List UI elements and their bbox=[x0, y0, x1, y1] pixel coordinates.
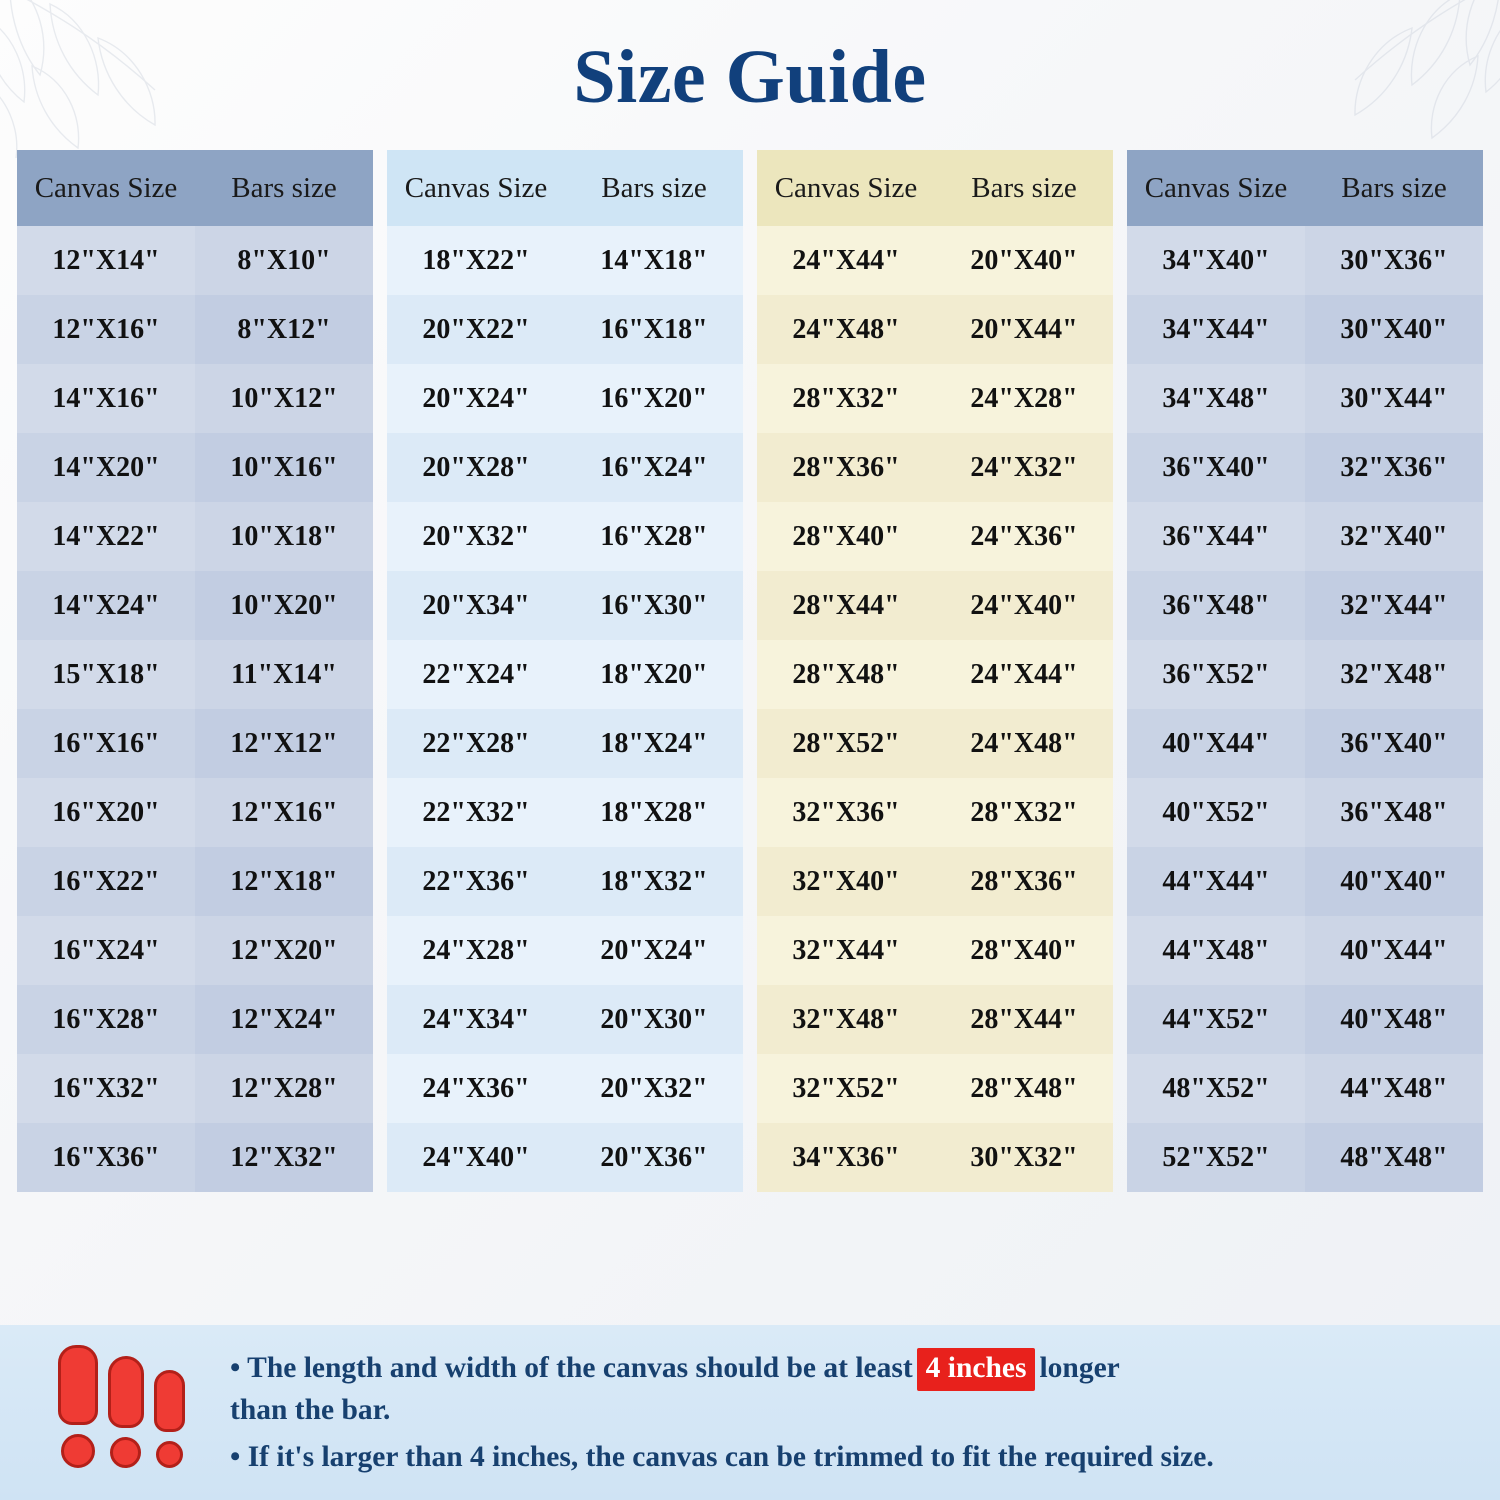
exclamation-stem bbox=[58, 1345, 98, 1425]
bars-size-cell: 20"X44" bbox=[970, 314, 1078, 345]
bars-size-cell: 28"X36" bbox=[970, 866, 1078, 897]
canvas-size-cell: 14"X16" bbox=[17, 364, 195, 433]
bars-size-cell: 32"X36" bbox=[1340, 452, 1448, 483]
table-row bbox=[387, 364, 743, 433]
table-body bbox=[387, 226, 743, 1192]
canvas-size-cell: 28"X48" bbox=[792, 659, 900, 690]
column-header-canvas-size: Canvas Size bbox=[404, 172, 548, 204]
canvas-size-cell: 16"X16" bbox=[17, 709, 195, 778]
bars-size-cell: 8"X10" bbox=[237, 245, 331, 276]
canvas-size-cell: 28"X36" bbox=[792, 452, 900, 483]
table-row bbox=[1127, 985, 1483, 1054]
exclamation-stem bbox=[108, 1356, 144, 1428]
table-row bbox=[1127, 1123, 1483, 1192]
table-body bbox=[17, 226, 373, 1192]
table-row bbox=[1127, 433, 1483, 502]
table-header-row bbox=[1127, 150, 1483, 226]
table-row bbox=[757, 640, 1113, 709]
bars-size-cell: 10"X18" bbox=[230, 521, 338, 552]
bars-size-cell: 24"X44" bbox=[970, 659, 1078, 690]
bars-size-cell: 36"X40" bbox=[1340, 728, 1448, 759]
table-row bbox=[757, 502, 1113, 571]
table-row bbox=[387, 433, 743, 502]
table-body bbox=[1127, 226, 1483, 1192]
bars-size-cell: 10"X20" bbox=[230, 590, 338, 621]
canvas-size-cell: 28"X40" bbox=[792, 521, 900, 552]
bars-size-cell: 16"X30" bbox=[600, 590, 708, 621]
canvas-size-cell: 16"X20" bbox=[17, 778, 195, 847]
column-header-bars-size: Bars size bbox=[1341, 172, 1447, 204]
bars-size-cell: 28"X40" bbox=[970, 935, 1078, 966]
bars-size-cell: 12"X20" bbox=[230, 935, 338, 966]
column-header-bars-size: Bars size bbox=[231, 172, 337, 204]
canvas-size-cell: 36"X52" bbox=[1127, 640, 1305, 709]
canvas-size-cell: 44"X52" bbox=[1127, 985, 1305, 1054]
table-row bbox=[387, 640, 743, 709]
table-row bbox=[17, 778, 373, 847]
table-row bbox=[17, 1054, 373, 1123]
bars-size-cell: 12"X12" bbox=[230, 728, 338, 759]
bars-size-cell: 12"X32" bbox=[230, 1142, 338, 1173]
table-row bbox=[757, 1054, 1113, 1123]
bars-size-cell: 11"X14" bbox=[231, 659, 337, 690]
bars-size-cell: 16"X20" bbox=[600, 383, 708, 414]
canvas-size-cell: 20"X28" bbox=[422, 452, 530, 483]
table-header-row bbox=[387, 150, 743, 226]
table-row bbox=[17, 640, 373, 709]
table-body bbox=[757, 226, 1113, 1192]
table-row bbox=[387, 226, 743, 295]
bars-size-cell: 18"X24" bbox=[600, 728, 708, 759]
canvas-size-cell: 14"X20" bbox=[17, 433, 195, 502]
canvas-size-cell: 24"X40" bbox=[422, 1142, 530, 1173]
canvas-size-cell: 22"X32" bbox=[422, 797, 530, 828]
bars-size-cell: 30"X32" bbox=[970, 1142, 1078, 1173]
bars-size-cell: 24"X48" bbox=[970, 728, 1078, 759]
canvas-size-cell: 20"X32" bbox=[422, 521, 530, 552]
note-item-2: • If it's larger than 4 inches, the canvas can be trimmed to fit the required size. bbox=[230, 1441, 1214, 1474]
table-row bbox=[757, 1123, 1113, 1192]
canvas-size-cell: 15"X18" bbox=[17, 640, 195, 709]
bars-size-cell: 24"X28" bbox=[970, 383, 1078, 414]
canvas-size-cell: 14"X24" bbox=[17, 571, 195, 640]
bars-size-cell: 12"X24" bbox=[230, 1004, 338, 1035]
canvas-size-cell: 22"X24" bbox=[422, 659, 530, 690]
bars-size-cell: 18"X32" bbox=[600, 866, 708, 897]
table-row bbox=[387, 571, 743, 640]
column-header-canvas-size: Canvas Size bbox=[1144, 172, 1288, 204]
note-1-line-2: than the bar. bbox=[230, 1393, 391, 1426]
table-row bbox=[1127, 847, 1483, 916]
table-row bbox=[1127, 916, 1483, 985]
bars-size-cell: 32"X40" bbox=[1340, 521, 1448, 552]
canvas-size-cell: 32"X52" bbox=[792, 1073, 900, 1104]
canvas-size-cell: 24"X48" bbox=[792, 314, 900, 345]
canvas-size-cell: 40"X52" bbox=[1127, 778, 1305, 847]
table-row bbox=[17, 847, 373, 916]
table-row bbox=[17, 433, 373, 502]
notes-banner bbox=[0, 1325, 1500, 1500]
table-row bbox=[757, 571, 1113, 640]
size-table-3 bbox=[757, 150, 1113, 1192]
canvas-size-cell: 12"X14" bbox=[17, 226, 195, 295]
canvas-size-cell: 32"X48" bbox=[792, 1004, 900, 1035]
table-row bbox=[387, 295, 743, 364]
table-row bbox=[757, 916, 1113, 985]
table-row bbox=[387, 778, 743, 847]
canvas-size-cell: 24"X34" bbox=[422, 1004, 530, 1035]
table-row bbox=[387, 916, 743, 985]
note-1-highlight: 4 inches bbox=[917, 1348, 1036, 1391]
canvas-size-cell: 32"X36" bbox=[792, 797, 900, 828]
canvas-size-cell: 24"X44" bbox=[792, 245, 900, 276]
bars-size-cell: 16"X18" bbox=[600, 314, 708, 345]
page-title: Size Guide bbox=[573, 35, 927, 119]
canvas-size-cell: 36"X40" bbox=[1127, 433, 1305, 502]
table-row bbox=[17, 571, 373, 640]
bars-size-cell: 16"X28" bbox=[600, 521, 708, 552]
table-row bbox=[757, 709, 1113, 778]
bars-size-cell: 32"X44" bbox=[1340, 590, 1448, 621]
bars-size-cell: 32"X48" bbox=[1340, 659, 1448, 690]
canvas-size-cell: 16"X36" bbox=[17, 1123, 195, 1192]
canvas-size-cell: 22"X36" bbox=[422, 866, 530, 897]
bars-size-cell: 12"X28" bbox=[230, 1073, 338, 1104]
table-row bbox=[17, 502, 373, 571]
bars-size-cell: 10"X16" bbox=[230, 452, 338, 483]
table-row bbox=[17, 226, 373, 295]
canvas-size-cell: 20"X34" bbox=[422, 590, 530, 621]
exclamation-mark-icon bbox=[58, 1345, 98, 1468]
column-header-canvas-size: Canvas Size bbox=[774, 172, 918, 204]
table-row bbox=[387, 502, 743, 571]
canvas-size-cell: 44"X44" bbox=[1127, 847, 1305, 916]
canvas-size-cell: 12"X16" bbox=[17, 295, 195, 364]
bars-size-cell: 40"X40" bbox=[1340, 866, 1448, 897]
exclamation-dot bbox=[156, 1441, 183, 1468]
exclamation-mark-icon bbox=[154, 1370, 185, 1468]
canvas-size-cell: 16"X32" bbox=[17, 1054, 195, 1123]
bars-size-cell: 16"X24" bbox=[600, 452, 708, 483]
note-item-1 bbox=[230, 1348, 1474, 1430]
canvas-size-cell: 20"X24" bbox=[422, 383, 530, 414]
canvas-size-cell: 28"X52" bbox=[792, 728, 900, 759]
table-row bbox=[1127, 640, 1483, 709]
bars-size-cell: 12"X18" bbox=[230, 866, 338, 897]
warning-icons-group bbox=[26, 1345, 216, 1480]
bars-size-cell: 24"X32" bbox=[970, 452, 1078, 483]
bars-size-cell: 8"X12" bbox=[237, 314, 331, 345]
column-header-bars-size: Bars size bbox=[971, 172, 1077, 204]
canvas-size-cell: 36"X44" bbox=[1127, 502, 1305, 571]
bars-size-cell: 20"X32" bbox=[600, 1073, 708, 1104]
table-row bbox=[757, 985, 1113, 1054]
table-row bbox=[757, 433, 1113, 502]
table-row bbox=[387, 847, 743, 916]
table-row bbox=[387, 985, 743, 1054]
table-row bbox=[1127, 709, 1483, 778]
table-row bbox=[757, 847, 1113, 916]
size-tables-container bbox=[17, 150, 1483, 1192]
bars-size-cell: 20"X36" bbox=[600, 1142, 708, 1173]
canvas-size-cell: 34"X44" bbox=[1127, 295, 1305, 364]
bars-size-cell: 14"X18" bbox=[600, 245, 708, 276]
table-row bbox=[1127, 1054, 1483, 1123]
canvas-size-cell: 14"X22" bbox=[17, 502, 195, 571]
bars-size-cell: 18"X28" bbox=[600, 797, 708, 828]
note-1-text-after: longer bbox=[1039, 1351, 1120, 1384]
bars-size-cell: 48"X48" bbox=[1340, 1142, 1448, 1173]
canvas-size-cell: 32"X44" bbox=[792, 935, 900, 966]
table-row bbox=[17, 985, 373, 1054]
table-row bbox=[17, 916, 373, 985]
table-row bbox=[17, 709, 373, 778]
table-row bbox=[757, 226, 1113, 295]
canvas-size-cell: 24"X36" bbox=[422, 1073, 530, 1104]
table-row bbox=[1127, 364, 1483, 433]
table-row bbox=[1127, 502, 1483, 571]
exclamation-mark-icon bbox=[108, 1356, 144, 1468]
bars-size-cell: 44"X48" bbox=[1340, 1073, 1448, 1104]
table-row bbox=[17, 364, 373, 433]
note-1-text-before: • The length and width of the canvas should be at least bbox=[230, 1351, 913, 1384]
table-row bbox=[757, 778, 1113, 847]
table-header-row bbox=[757, 150, 1113, 226]
table-row bbox=[1127, 295, 1483, 364]
bars-size-cell: 20"X40" bbox=[970, 245, 1078, 276]
canvas-size-cell: 16"X28" bbox=[17, 985, 195, 1054]
table-row bbox=[757, 364, 1113, 433]
canvas-size-cell: 34"X40" bbox=[1127, 226, 1305, 295]
table-row bbox=[17, 1123, 373, 1192]
exclamation-dot bbox=[61, 1434, 95, 1468]
bars-size-cell: 20"X30" bbox=[600, 1004, 708, 1035]
canvas-size-cell: 24"X28" bbox=[422, 935, 530, 966]
bars-size-cell: 24"X36" bbox=[970, 521, 1078, 552]
bars-size-cell: 28"X48" bbox=[970, 1073, 1078, 1104]
canvas-size-cell: 34"X48" bbox=[1127, 364, 1305, 433]
table-row bbox=[757, 295, 1113, 364]
bars-size-cell: 12"X16" bbox=[230, 797, 338, 828]
exclamation-dot bbox=[110, 1437, 141, 1468]
bars-size-cell: 10"X12" bbox=[230, 383, 338, 414]
bars-size-cell: 30"X44" bbox=[1340, 383, 1448, 414]
table-row bbox=[1127, 778, 1483, 847]
bars-size-cell: 36"X48" bbox=[1340, 797, 1448, 828]
bars-size-cell: 28"X44" bbox=[970, 1004, 1078, 1035]
canvas-size-cell: 16"X22" bbox=[17, 847, 195, 916]
canvas-size-cell: 28"X32" bbox=[792, 383, 900, 414]
canvas-size-cell: 20"X22" bbox=[422, 314, 530, 345]
canvas-size-cell: 18"X22" bbox=[422, 245, 530, 276]
size-table-4 bbox=[1127, 150, 1483, 1192]
bars-size-cell: 18"X20" bbox=[600, 659, 708, 690]
bars-size-cell: 24"X40" bbox=[970, 590, 1078, 621]
canvas-size-cell: 32"X40" bbox=[792, 866, 900, 897]
canvas-size-cell: 28"X44" bbox=[792, 590, 900, 621]
canvas-size-cell: 22"X28" bbox=[422, 728, 530, 759]
canvas-size-cell: 36"X48" bbox=[1127, 571, 1305, 640]
bars-size-cell: 40"X44" bbox=[1340, 935, 1448, 966]
bars-size-cell: 30"X40" bbox=[1340, 314, 1448, 345]
column-header-bars-size: Bars size bbox=[601, 172, 707, 204]
canvas-size-cell: 44"X48" bbox=[1127, 916, 1305, 985]
canvas-size-cell: 34"X36" bbox=[792, 1142, 900, 1173]
size-table-2 bbox=[387, 150, 743, 1192]
table-row bbox=[17, 295, 373, 364]
table-row bbox=[1127, 226, 1483, 295]
notes-text-block bbox=[216, 1348, 1474, 1478]
canvas-size-cell: 40"X44" bbox=[1127, 709, 1305, 778]
canvas-size-cell: 48"X52" bbox=[1127, 1054, 1305, 1123]
size-table-1 bbox=[17, 150, 373, 1192]
table-row bbox=[1127, 571, 1483, 640]
column-header-canvas-size: Canvas Size bbox=[34, 172, 178, 204]
bars-size-cell: 28"X32" bbox=[970, 797, 1078, 828]
table-row bbox=[387, 1123, 743, 1192]
bars-size-cell: 40"X48" bbox=[1340, 1004, 1448, 1035]
bars-size-cell: 20"X24" bbox=[600, 935, 708, 966]
canvas-size-cell: 52"X52" bbox=[1127, 1123, 1305, 1192]
table-header-row bbox=[17, 150, 373, 226]
canvas-size-cell: 16"X24" bbox=[17, 916, 195, 985]
table-row bbox=[387, 709, 743, 778]
exclamation-stem bbox=[154, 1370, 185, 1432]
bars-size-cell: 30"X36" bbox=[1340, 245, 1448, 276]
table-row bbox=[387, 1054, 743, 1123]
